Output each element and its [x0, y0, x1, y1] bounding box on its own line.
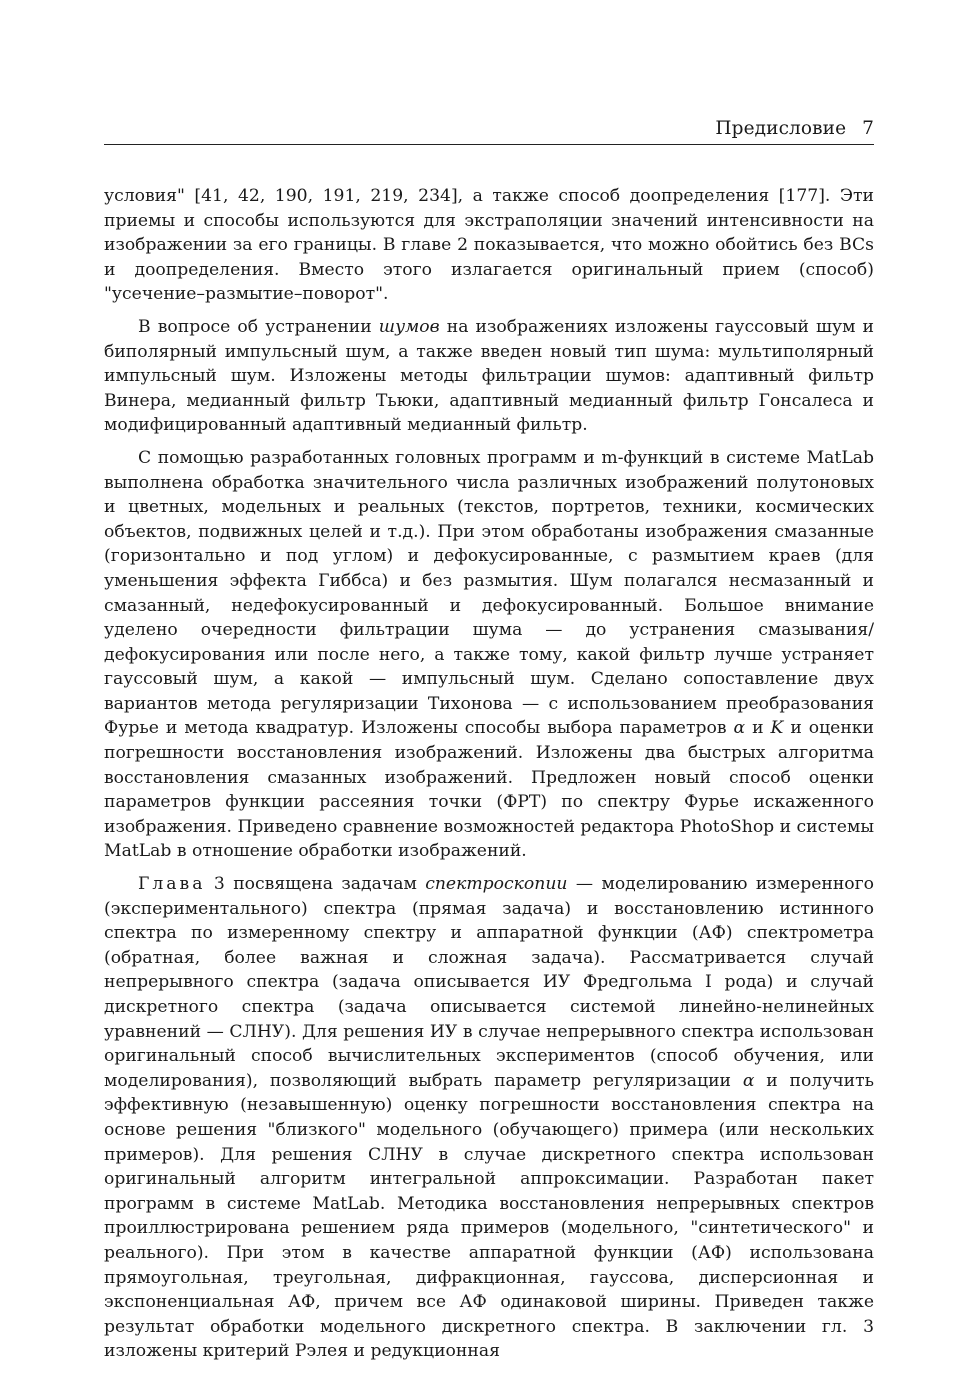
emphasis-spectroscopy: спектроскопии	[425, 874, 568, 895]
paragraph-2-text-b: на изображениях изложены гауссовый шум и биполярный импульсный шум, а также введен новый тип шума: мультиполярный импульсный шум. Изложены методы фильтрации шумов: адаптивный фильтр Винера, медианный фильтр Тьюки, адаптивный медианный фильтр Гонсалеса и модифицированный адаптивный медианный фильтр.	[104, 316, 874, 436]
paragraph-4-text-c: и получить эффективную (незавышенную) оценку погрешности восстановления спектра на основе решения "близкого" модельного (обучающего) примера (или нескольких примеров). Для решения СЛНУ в случае дискретного спектра использован оригинальный алгоритм интегральной аппроксимации. Разработан пакет программ в системе MatLab. Методика восстановления непрерывных спектров проиллюстрирована решением ряда примеров (модельного, "синтетического" и реального). При этом в качестве аппаратной функции (АФ) использована прямоугольная, треугольная, дифракционная, гауссова, дисперсионная и экспоненциальная АФ, причем все АФ одинаковой ширины. Приведен также результат обработки модельного дискретного спектра. В заключении гл. 3 изложены критерий Рэлея и редукционная	[104, 1070, 875, 1362]
symbol-alpha-2: α	[742, 1070, 755, 1091]
paragraph-2-text-a: В вопросе об устранении	[138, 316, 379, 337]
running-header	[104, 118, 874, 145]
paragraph-3-text-c: и оценки погрешности восстановления изображений. Изложены два быстрых алгоритма восстановления смазанных изображений. Предложен новый способ оценки параметров функции рассеяния точки (ФРТ) по спектру Фурье искаженного изображения. Приведено сравнение возможностей редактора PhotoShop и системы MatLab в отношение обработки изображений.	[104, 718, 875, 862]
paragraph-3-text-a: С помощью разработанных головных программ и m-функций в системе MatLab выполнена обработка значительного числа различных изображений полутоновых и цветных, модельных и реальных (текстов, портретов, техники, космических объектов, подвижных целей и т.д.). При этом обработаны изображения смазанные (горизонтально и под углом) и дефокусированные, с размытием краев (для уменьшения эффекта Гиббса) и без размытия. Шум полагался несмазанный и смазанный, недефокусированный и дефокусированный. Большое внимание уделено очередности фильтрации шума — до устранения смазывания/дефокусирования или после него, а также тому, какой фильтр лучше устраняет гауссовый шум, а какой — импульсный шум. Сделано сопоставление двух вариантов метода регуляризации Тихонова — с использованием преобразования Фурье и метода квадратур. Изложены способы выбора параметров	[104, 447, 874, 739]
page-number: 7	[862, 118, 874, 139]
paragraph-1: условия" [41, 42, 190, 191, 219, 234], а также способ доопределения [177]. Эти приемы и способы используются для экстраполяции значений интенсивности на изображении за его границы. В главе 2 показывается, что можно обойтись без BCs и доопределения. Вместо этого излагается оригинальный прием (способ) "усечение–размытие–поворот".	[104, 186, 874, 305]
paragraph-4	[104, 872, 874, 1364]
paragraph-2	[104, 315, 874, 438]
body-text	[104, 184, 874, 1372]
paragraph-3	[104, 446, 874, 864]
paragraph-3-text-b: и	[745, 718, 771, 739]
emphasis-noise: шумов	[378, 316, 440, 337]
paragraph-4-text-a: 3 посвящена задачам	[205, 874, 426, 895]
symbol-k: K	[770, 718, 784, 739]
symbol-alpha: α	[733, 718, 746, 739]
running-title: Предисловие	[715, 118, 847, 139]
chapter-word: Глава	[138, 874, 206, 895]
paragraph-4-text-b: — моделированию измеренного (экспериментального) спектра (прямая задача) и восстановлению истинного спектра по измеренному спектру и аппаратной функции (АФ) спектрометра (обратная, более важная и сложная задача). Рассматривается случай непрерывного спектра (задача описывается ИУ Фредгольма I рода) и случай дискретного спектра (задача описывается системой линейно-нелинейных уравнений — СЛНУ). Для решения ИУ в случае непрерывного спектра использован оригинальный способ вычислительных экспериментов (способ обучения, или моделирования), позволяющий выбрать параметр регуляризации	[104, 874, 874, 1091]
